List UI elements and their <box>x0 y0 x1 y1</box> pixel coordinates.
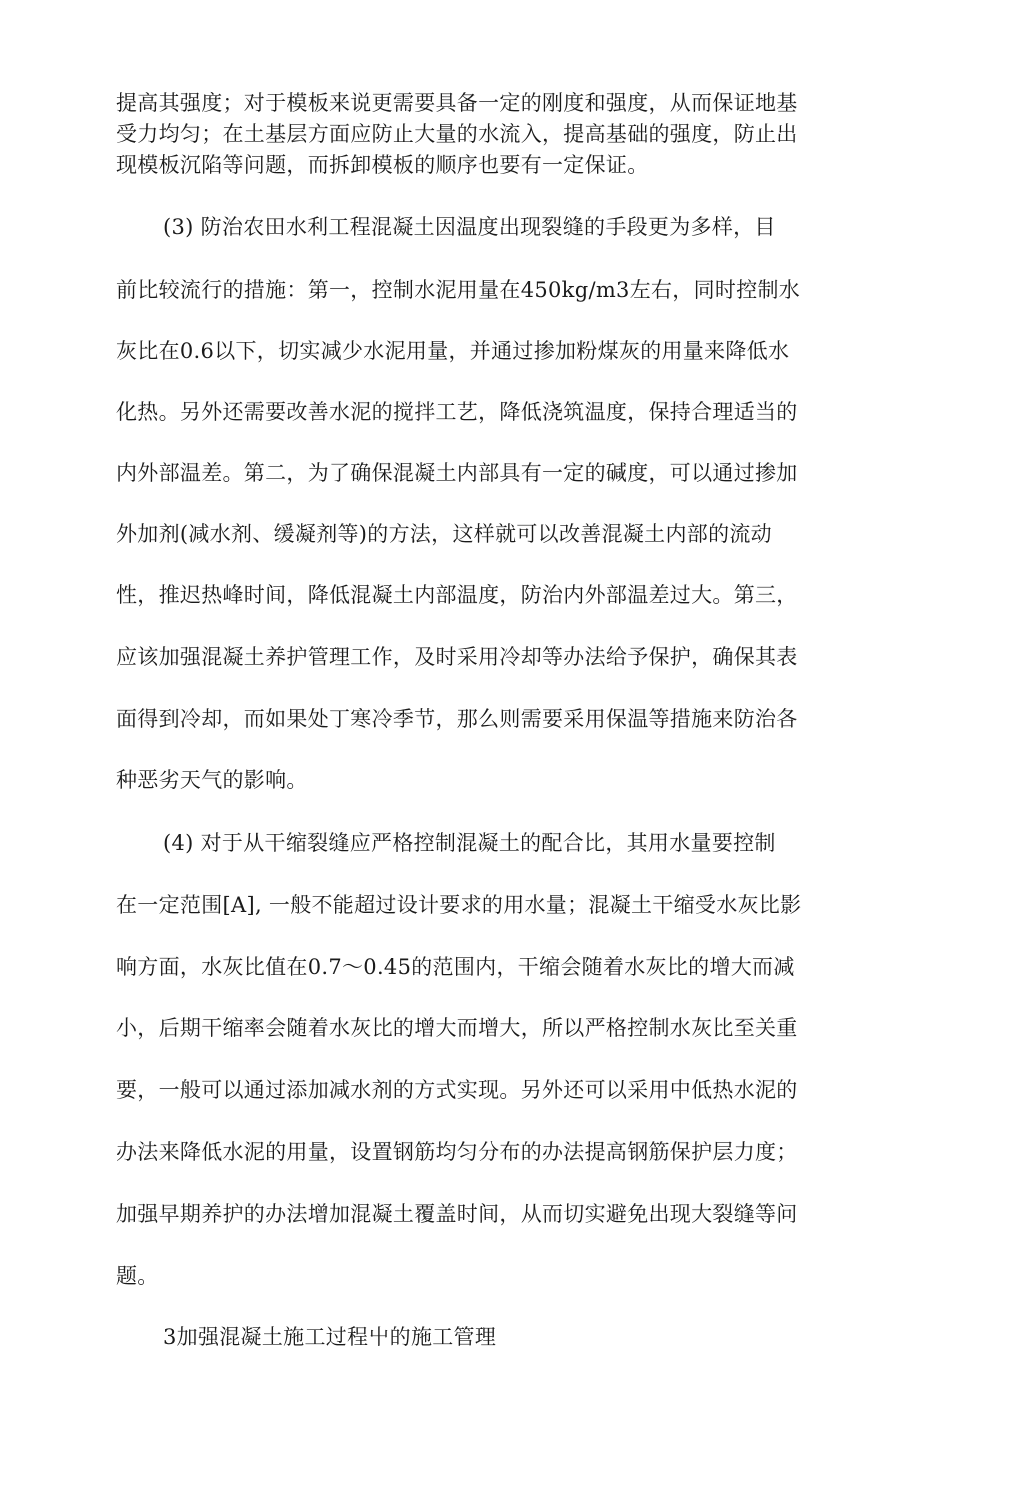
paragraph-2-line-4: 化热。另外还需要改善水泥的搅拌工艺，降低浇筑温度，保持合理适当的 <box>116 400 798 424</box>
paragraph-2-line-2: 前比较流行的措施：第一，控制水泥用量在450kg/m3左右，同时控制水 <box>116 278 801 302</box>
paragraph-3-line-3: 响方面，水灰比值在0.7～0.45的范围内，干缩会随着水灰比的增大而减 <box>116 955 795 979</box>
paragraph-1-line-2: 受力均匀；在土基层方面应防止大量的水流入，提高基础的强度，防止出 <box>116 122 798 146</box>
section-heading: 3加强混凝土施工过程屮的施工管理 <box>163 1325 497 1349</box>
paragraph-1-line-1: 提高其强度；对于模板来说更需要具备一定的刚度和强度，从而保证地基 <box>116 91 798 115</box>
paragraph-3-line-2: 在一定范围[A], 一般不能超过设计要求的用水量；混凝土干缩受水灰比影 <box>116 893 802 917</box>
paragraph-2-line-7: 性，推迟热峰时间，降低混凝土内部温度，防治内外部温差过大。第三， <box>116 583 798 607</box>
paragraph-3-line-5: 要，一般可以通过添加减水剂的方式实现。另外还可以采用中低热水泥的 <box>116 1078 798 1102</box>
paragraph-3-line-7: 加强早期养护的办法增加混凝土覆盖时间，从而切实避免出现大裂缝等问 <box>116 1202 798 1226</box>
paragraph-3-line-8: 题。 <box>116 1264 159 1288</box>
paragraph-2-line-5: 内外部温差。第二，为了确保混凝土内部具有一定的碱度，可以通过掺加 <box>116 461 798 485</box>
paragraph-3-line-4: 小，后期干缩率会随着水灰比的增大而增大，所以严格控制水灰比至关重 <box>116 1016 798 1040</box>
paragraph-2-line-8: 应该加强混凝土养护管理工作，及时采用冷却等办法给予保护，确保其表 <box>116 645 798 669</box>
paragraph-2-line-1: (3) 防治农田水利工程混凝土因温度出现裂缝的手段更为多样，目 <box>163 215 776 239</box>
paragraph-2-line-9: 面得到冷却，而如果处丁寒冷季节，那么则需要采用保温等措施来防治各 <box>116 707 798 731</box>
paragraph-3-line-6: 办法来降低水泥的用量，设置钢筋均匀分布的办法提高钢筋保护层力度； <box>116 1140 798 1164</box>
paragraph-3-line-1: (4) 对于从干缩裂缝应严格控制混凝土的配合比，其用水量要控制 <box>163 831 776 855</box>
paragraph-2-line-3: 灰比在0.6以下，切实减少水泥用量，并通过掺加粉煤灰的用量来降低水 <box>116 339 790 363</box>
paragraph-2-line-6: 外加剂(减水剂、缓凝剂等)的方法，这样就可以改善混凝土内部的流动 <box>116 522 772 546</box>
paragraph-2-line-10: 种恶劣天气的影响。 <box>116 768 308 792</box>
paragraph-1-line-3: 现模板沉陷等问题，而拆卸模板的顺序也要有一定保证。 <box>116 153 649 177</box>
